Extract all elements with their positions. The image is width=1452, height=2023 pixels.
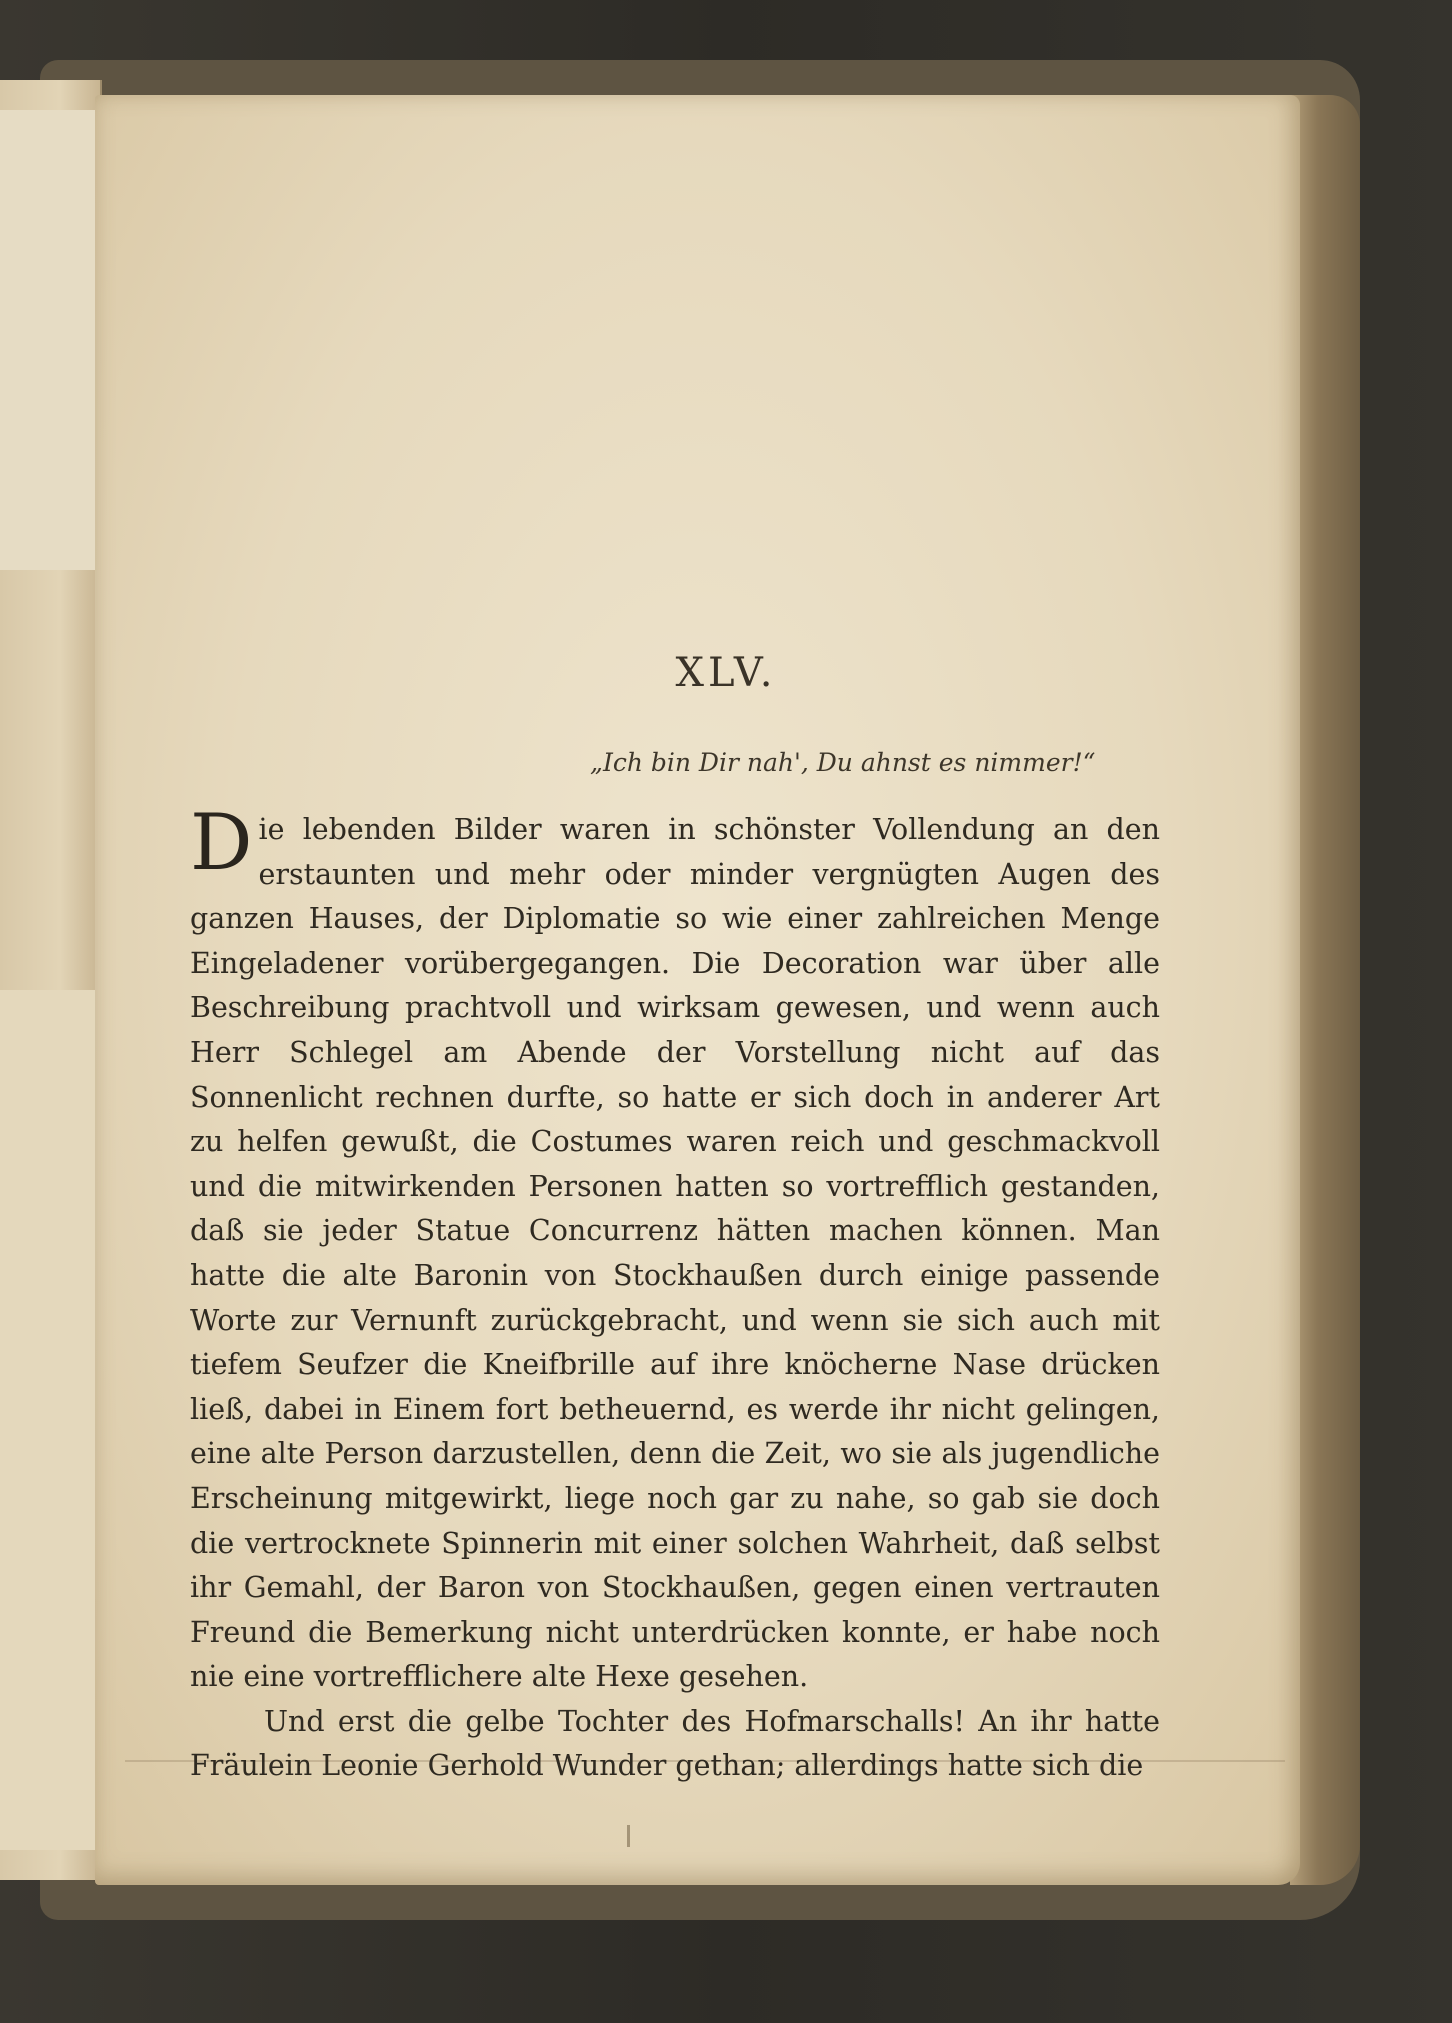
page-mark bbox=[627, 1825, 630, 1847]
chapter-number: XLV. bbox=[675, 650, 777, 696]
paragraph-1-text: ie lebenden Bilder waren in schönster Vollendung an den erstaunten und mehr oder minder vergnügten Augen des ganzen Hauses, der Diplomatie so wie einer zahlreichen Menge Eingeladener vorübergegangen. Die Decoration war über alle Beschreibung prachtvoll und wirksam gewesen, und wenn auch Herr Schlegel am Abende der Vorstellung nicht auf das Sonnenlicht rechnen durfte, so hatte er sich doch in anderer Art zu helfen gewußt, die Costumes waren reich und geschmackvoll und die mitwirkenden Personen hatten so vortrefflich gestanden, daß sie jeder Statue Concurrenz hätten machen können. Man hatte die alte Baronin von Stockhaußen durch einige passende Worte zur Vernunft zurückgebracht, und wenn sie sich auch mit tiefem Seufzer die Kneifbrille auf ihre knöcherne Nase drücken ließ, dabei in Einem fort betheuernd, es werde ihr nicht gelingen, eine alte Person darzustellen, denn die Zeit, wo sie als jugendliche Erscheinung mitgewirkt, liege noch gar zu nahe, so gab sie doch die vertrocknete Spinnerin mit einer solchen Wahrheit, daß selbst ihr Gemahl, der Baron von Stockhaußen, gegen einen vertrauten Freund die Bemerkung nicht unterdrücken konnte, er habe noch nie eine vortrefflichere alte Hexe gesehen. bbox=[190, 813, 1160, 1694]
paragraph-1 bbox=[190, 798, 1160, 1700]
facing-page-strip-top bbox=[0, 110, 96, 570]
chapter-body bbox=[190, 798, 1160, 1789]
page-edges bbox=[1290, 95, 1360, 1885]
paragraph-2: Und erst die gelbe Tochter des Hofmarschalls! An ihr hatte Fräulein Leonie Gerhold Wunder gethan; allerdings hatte sich die bbox=[190, 1704, 1160, 1783]
drop-cap: D bbox=[190, 798, 253, 888]
chapter-epigraph: „Ich bin Dir nah', Du ahnst es nimmer!“ bbox=[590, 748, 1096, 777]
